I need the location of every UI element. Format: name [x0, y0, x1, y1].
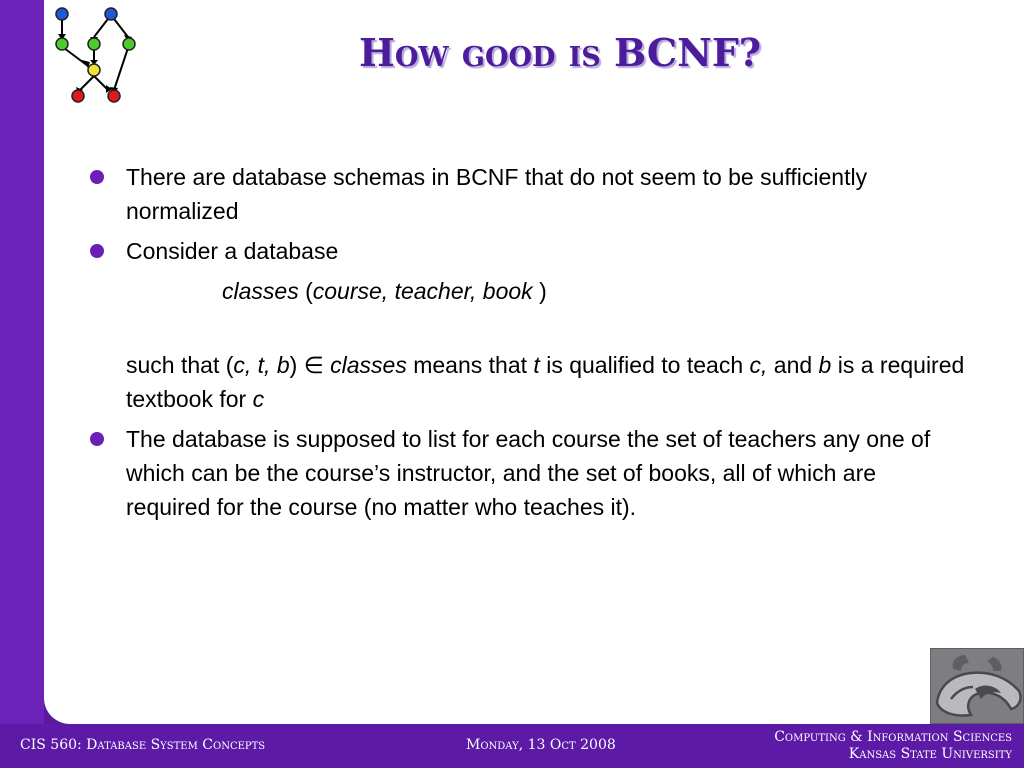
relation-attributes: course, teacher, book: [312, 278, 533, 304]
wildcat-logo-icon: [930, 648, 1024, 724]
bullet-item: [86, 422, 966, 524]
text-span: means that: [406, 352, 534, 378]
slide-body: [86, 160, 966, 530]
schema-explanation: [86, 348, 966, 416]
footer-department: [774, 729, 1012, 763]
text-span: such that (: [126, 352, 234, 378]
element-of-symbol: ∈: [303, 352, 324, 378]
footer-course: CIS 560: Database System Concepts: [20, 737, 266, 753]
bullet-item: [86, 160, 966, 228]
bullet-text: There are database schemas in BCNF that do not seem to be sufficiently normalized: [126, 164, 868, 224]
bullet-text: Consider a database: [126, 238, 339, 264]
text-span: classes: [330, 352, 407, 378]
dependency-graph-icon: [48, 4, 144, 106]
bullet-dot-icon: [90, 244, 104, 258]
text-span: ): [289, 352, 304, 378]
paren-open: (: [298, 278, 313, 304]
footer-date: Monday, 13 Oct 2008: [466, 737, 616, 753]
slide-title: How good is BCNF?: [358, 30, 762, 75]
bullet-text: The database is supposed to list for each course the set of teachers any one of which can be the course’s instructor, and the set of books, all of which are required for the course (no matter who teaches it).: [126, 426, 931, 520]
text-span: and: [767, 352, 819, 378]
footer-dept-line2: Kansas State University: [848, 746, 1012, 762]
bullet-dot-icon: [90, 432, 104, 446]
text-span: is qualified to teach: [539, 352, 750, 378]
schema-definition: [86, 274, 966, 308]
text-span: b: [818, 352, 832, 378]
text-span: c: [252, 386, 265, 412]
text-span: c, t, b: [233, 352, 290, 378]
wildcat-logo-graphic: [931, 649, 1024, 724]
footer-dept-line1: Computing & Information Sciences: [774, 729, 1012, 745]
relation-name: classes: [222, 278, 299, 304]
text-span: t: [533, 352, 540, 378]
bullet-item: [86, 234, 966, 268]
paren-close: ): [532, 278, 547, 304]
bullet-dot-icon: [90, 170, 104, 184]
left-frame-bar: [0, 0, 44, 768]
text-span: c,: [749, 352, 768, 378]
text-span: is a required textbook for: [126, 352, 965, 412]
